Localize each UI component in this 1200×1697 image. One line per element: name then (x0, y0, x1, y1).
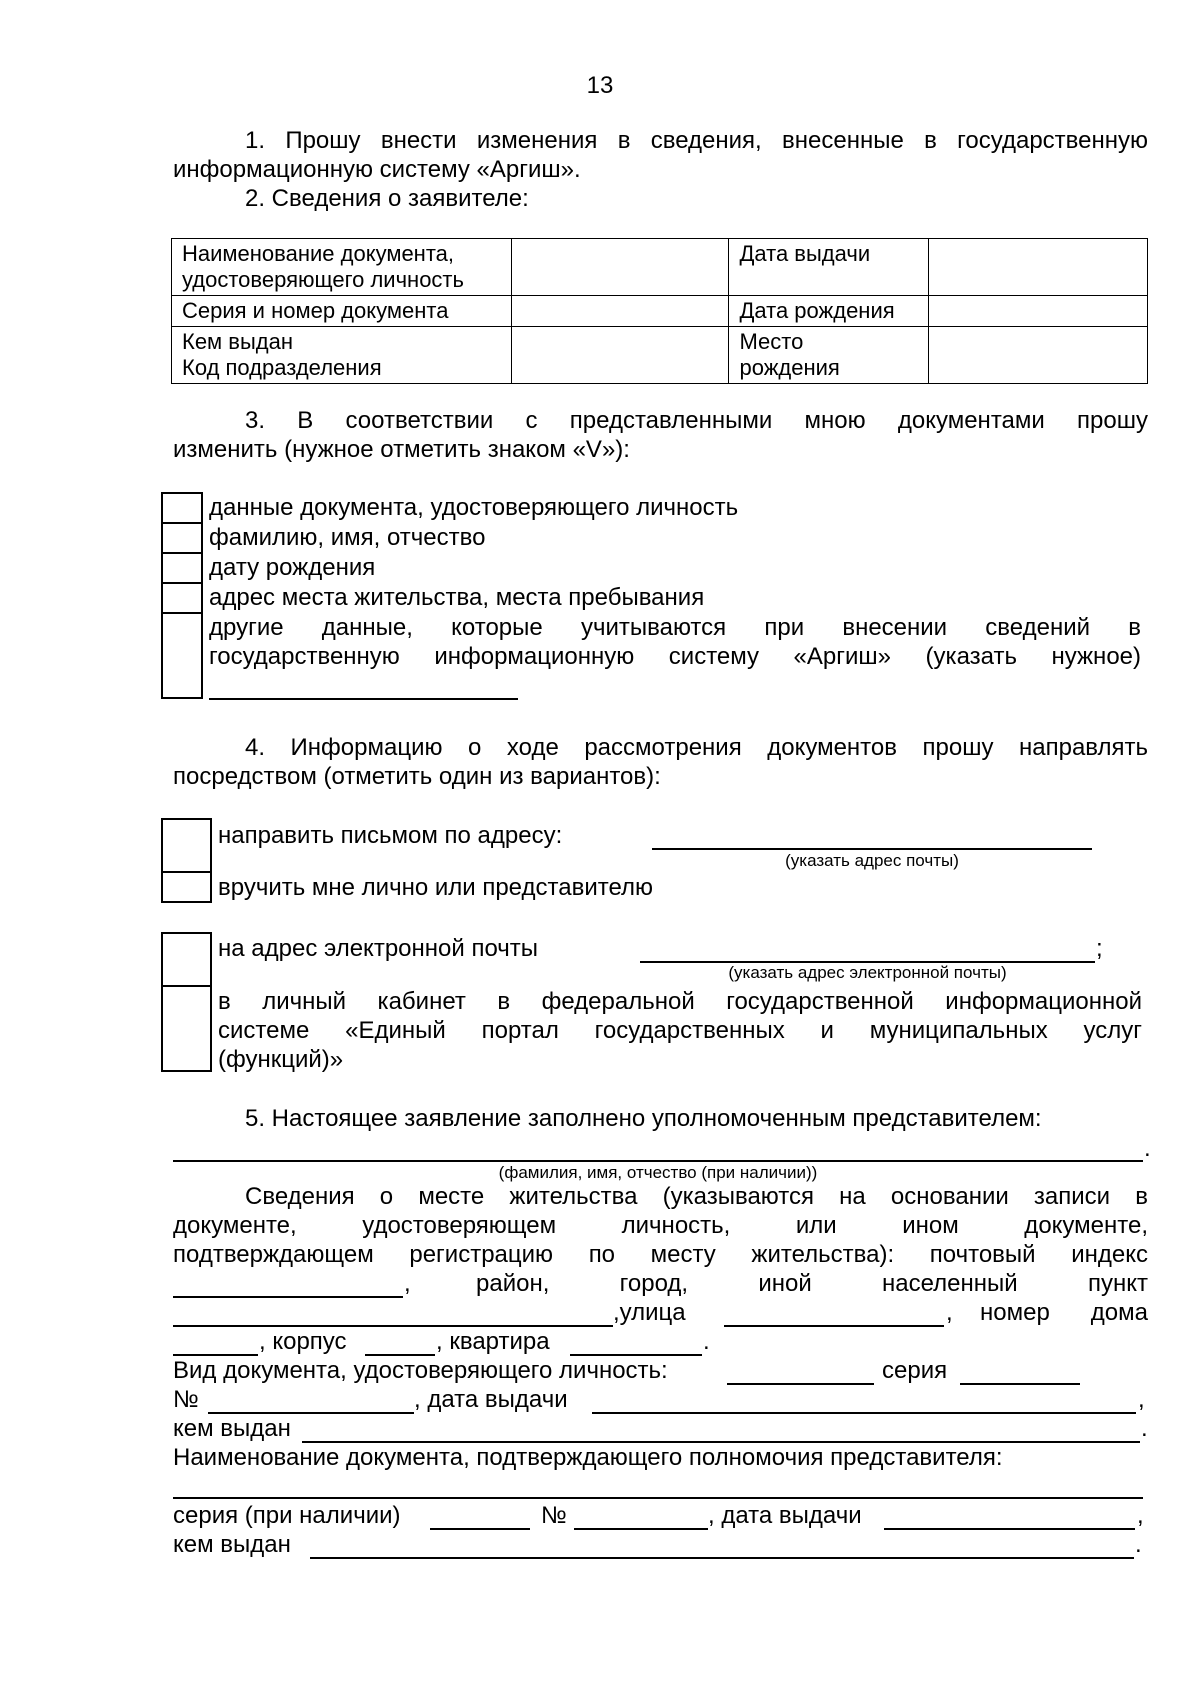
table-label: Место (739, 329, 804, 354)
label-city: город, (619, 1270, 689, 1297)
table-label: Дата выдачи (739, 241, 871, 266)
checkbox-by-email[interactable] (161, 932, 212, 987)
table-label: рождения (739, 355, 840, 380)
table-value-birth-place[interactable] (929, 327, 1148, 384)
p3-line2: изменить (нужное отметить знаком «V»): (173, 436, 630, 463)
table-value-birth-date[interactable] (929, 296, 1148, 327)
p2-heading: 2. Сведения о заявителе: (245, 185, 529, 212)
table-label: удостоверяющего личность (182, 267, 464, 292)
label-number: номер (980, 1299, 1050, 1326)
checkbox-document-data[interactable] (161, 492, 203, 524)
residence-line2: документе, удостоверяющем личность, или ином документе, (173, 1212, 1148, 1239)
option-birth-date: дату рождения (209, 554, 376, 581)
mail-address-hint: (указать адрес почты) (785, 851, 959, 870)
apartment-line[interactable] (570, 1354, 702, 1356)
series-line[interactable] (960, 1383, 1080, 1385)
option-other-line2: государственную информационную систему «Аргиш» (указать нужное) (209, 643, 1141, 670)
table-label: Кем выдан (182, 329, 294, 354)
doc-type-line[interactable] (727, 1383, 874, 1385)
p1-line2: информационную систему «Аргиш». (173, 156, 581, 183)
apartment-dot: . (703, 1328, 710, 1355)
rep-issue-date-line[interactable] (884, 1528, 1135, 1530)
table-label: Серия и номер документа (182, 298, 449, 323)
table-value-issue-date[interactable] (929, 239, 1148, 296)
settlement-line[interactable] (173, 1325, 613, 1327)
option-full-name: фамилию, имя, отчество (209, 524, 486, 551)
table-cell-birth-date (729, 296, 929, 327)
representative-name-dot: . (1144, 1135, 1151, 1162)
table-value-issued-by[interactable] (511, 327, 729, 384)
label-other: иной (758, 1270, 812, 1297)
residence-line4 (476, 1270, 1148, 1298)
house-number-label (980, 1299, 1148, 1327)
table-value-series-number[interactable] (511, 296, 729, 327)
representative-name-hint: (фамилия, имя, отчество (при наличии)) (498, 1163, 818, 1182)
table-label: Наименование документа, (182, 241, 455, 266)
option-by-mail: направить письмом по адресу: (218, 822, 563, 849)
table-label: Дата рождения (739, 298, 895, 323)
table-value-doc-name[interactable] (511, 239, 729, 296)
p1-line1: 1. Прошу внести изменения в сведения, внесенные в государственную (245, 127, 1148, 154)
page-number: 13 (586, 72, 614, 99)
representative-name-line[interactable] (173, 1160, 1143, 1162)
p4-line1: 4. Информацию о ходе рассмотрения документов прошу направлять (245, 734, 1148, 761)
checkbox-birth-date[interactable] (161, 552, 203, 584)
email-address-hint: (указать адрес электронной почты) (728, 963, 1007, 982)
table-cell-issued-by (172, 327, 512, 384)
rep-issued-by-line[interactable] (310, 1557, 1134, 1559)
applicant-info-table (171, 238, 1148, 384)
label-issued-by: кем выдан (173, 1415, 291, 1442)
checkbox-portal[interactable] (161, 985, 212, 1072)
issue-date-line[interactable] (592, 1412, 1136, 1414)
label-number-sign: № (173, 1386, 199, 1413)
rep-issued-by-dot: . (1135, 1531, 1142, 1558)
option-portal-line3: (функций)» (218, 1046, 344, 1073)
other-data-fill-line[interactable] (209, 698, 518, 700)
issued-by-line[interactable] (302, 1441, 1140, 1443)
label-series: серия (882, 1357, 948, 1384)
label-district: район, (476, 1270, 550, 1297)
table-cell-birth-place (729, 327, 929, 384)
label-house: дома (1090, 1299, 1148, 1326)
label-rep-document: Наименование документа, подтверждающего полномочия представителя: (173, 1444, 1003, 1471)
rep-document-line[interactable] (173, 1497, 1143, 1499)
issued-by-dot: . (1141, 1415, 1148, 1442)
checkbox-other-data[interactable] (161, 612, 203, 699)
residence-line1: Сведения о месте жительства (указываются на основании записи в (245, 1183, 1148, 1210)
option-address: адрес места жительства, места пребывания (209, 584, 705, 611)
checkbox-address[interactable] (161, 582, 203, 614)
table-label: Код подразделения (182, 355, 382, 380)
label-settlement: населенный (882, 1270, 1018, 1297)
option-other-line1: другие данные, которые учитываются при внесении сведений в (209, 614, 1141, 641)
option-by-email: на адрес электронной почты (218, 935, 539, 962)
checkbox-by-mail[interactable] (161, 818, 212, 873)
street-comma: , (946, 1299, 953, 1326)
table-cell-issue-date (729, 239, 929, 296)
label-doc-type: Вид документа, удостоверяющего личность: (173, 1357, 668, 1384)
table-cell-series-number (172, 296, 512, 327)
mail-address-line[interactable] (652, 848, 1092, 850)
residence-line3: подтверждающем регистрацию по месту жительства): почтовый индекс (173, 1241, 1148, 1268)
house-number-line[interactable] (173, 1354, 258, 1356)
p5-heading: 5. Настоящее заявление заполнено уполномоченным представителем: (245, 1105, 1042, 1132)
label-point: пункт (1087, 1270, 1148, 1297)
option-portal-line1: в личный кабинет в федеральной государственной информационной (218, 988, 1142, 1015)
label-apartment: , квартира (436, 1328, 550, 1355)
label-issue-date-2: , дата выдачи (708, 1502, 862, 1529)
option-portal-line2: системе «Единый портал государственных и муниципальных услуг (218, 1017, 1142, 1044)
email-semicolon: ; (1096, 935, 1103, 962)
option-in-person: вручить мне лично или представителю (218, 874, 654, 901)
label-issued-by-2: кем выдан (173, 1531, 291, 1558)
postal-index-line[interactable] (173, 1296, 403, 1298)
doc-number-line[interactable] (208, 1412, 414, 1414)
rep-series-line[interactable] (430, 1528, 530, 1530)
building-line[interactable] (365, 1354, 435, 1356)
option-document-data: данные документа, удостоверяющего личность (209, 494, 739, 521)
checkbox-in-person[interactable] (161, 871, 212, 903)
rep-number-line[interactable] (574, 1528, 708, 1530)
label-series-optional: серия (при наличии) (173, 1502, 401, 1529)
p4-line2: посредством (отметить один из вариантов): (173, 763, 661, 790)
street-line[interactable] (724, 1325, 944, 1327)
p3-line1: 3. В соответствии с представленными мною документами прошу (245, 407, 1148, 434)
postal-index-comma: , (404, 1270, 411, 1297)
label-issue-date: , дата выдачи (414, 1386, 568, 1413)
checkbox-full-name[interactable] (161, 522, 203, 554)
label-number-sign-2: № (541, 1502, 567, 1529)
label-building: , корпус (259, 1328, 347, 1355)
issue-date-comma: , (1138, 1386, 1145, 1413)
label-street: ,улица (613, 1299, 686, 1326)
rep-issue-date-comma: , (1137, 1502, 1144, 1529)
table-cell-doc-name (172, 239, 512, 296)
